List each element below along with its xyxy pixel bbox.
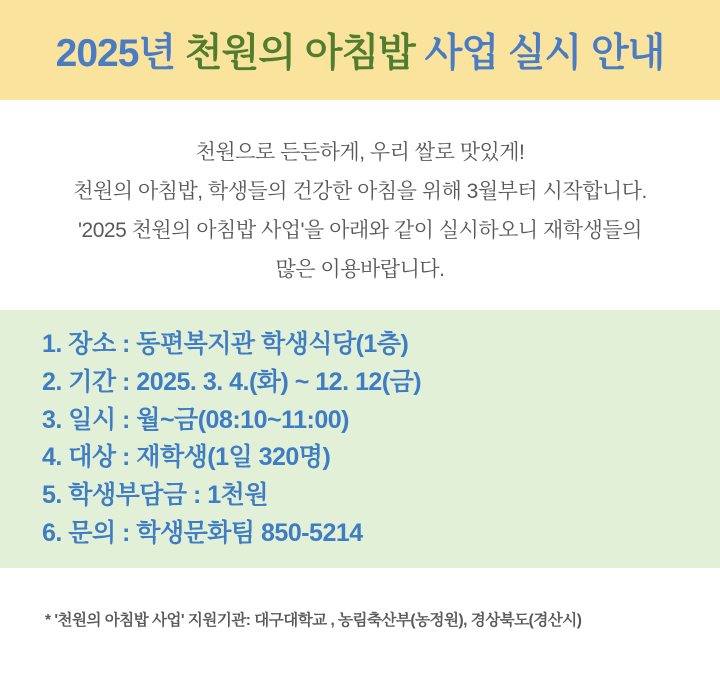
- detail-item-fee: 5. 학생부담금 : 1천원: [42, 481, 268, 510]
- detail-item-period: 2. 기간 : 2025. 3. 4.(화) ~ 12. 12(금): [42, 367, 422, 396]
- details-panel: [0, 310, 720, 568]
- intro-line-2: 천원의 아침밥, 학생들의 건강한 아침을 위해 3월부터 시작합니다.: [73, 180, 647, 203]
- intro-line-4: 많은 이용바랍니다.: [275, 258, 445, 281]
- header-banner: [0, 0, 720, 100]
- title-segment-year: 2025년: [55, 32, 185, 75]
- detail-item-target: 4. 대상 : 재학생(1일 320명): [42, 443, 331, 472]
- title-segment-program: 천원의 아침밥: [184, 32, 425, 75]
- intro-line-3: '2025 천원의 아침밥 사업'을 아래와 같이 실시하오니 재학생들의: [78, 219, 642, 242]
- detail-item-time: 3. 일시 : 월~금(08:10~11:00): [42, 405, 349, 434]
- title-segment-suffix: 사업 실시 안내: [424, 32, 665, 75]
- intro-paragraph: [0, 100, 720, 310]
- page-title: [56, 22, 665, 78]
- intro-line-1: 천원으로 든든하게, 우리 쌀로 맛있게!: [195, 141, 525, 164]
- footnote: * '천원의 아침밥 사업' 지원기관: 대구대학교 , 농림축산부(농정원), 경상북도(경산시): [45, 612, 582, 629]
- detail-item-contact: 6. 문의 : 학생문화팀 850-5214: [42, 518, 363, 547]
- detail-item-location: 1. 장소 : 동편복지관 학생식당(1층): [42, 330, 409, 358]
